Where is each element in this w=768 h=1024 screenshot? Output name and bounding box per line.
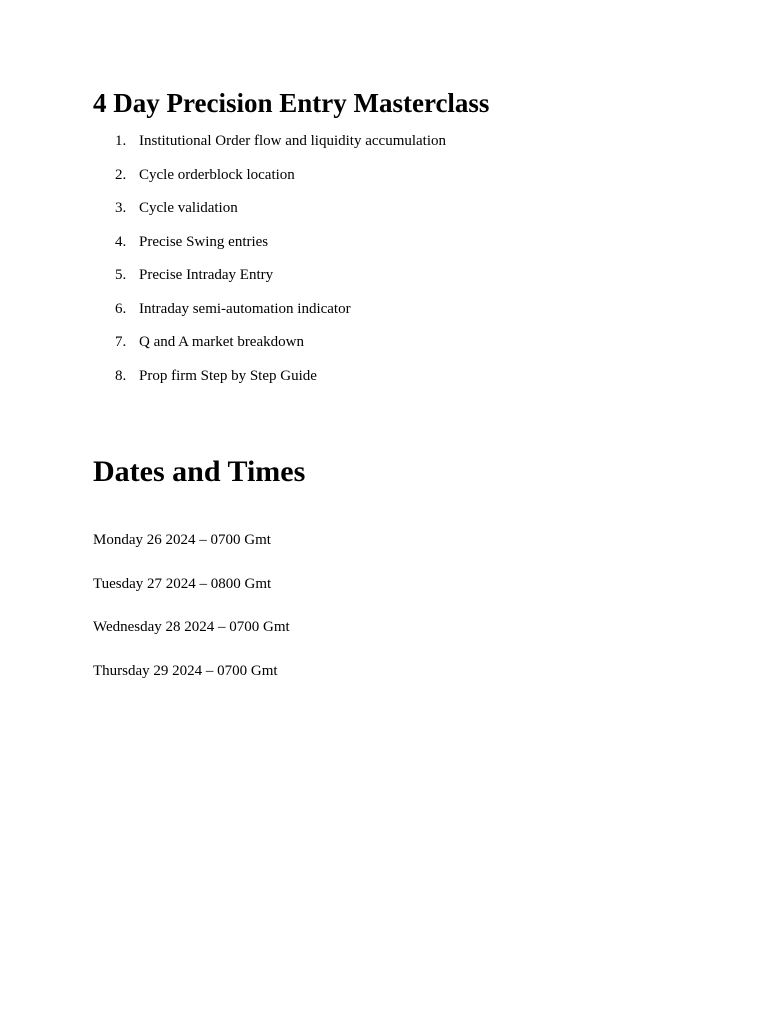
dates-list xyxy=(93,529,290,703)
date-entry: Tuesday 27 2024 – 0800 Gmt xyxy=(93,575,272,592)
list-item-text: Prop firm Step by Step Guide xyxy=(139,367,317,384)
date-entry: Monday 26 2024 – 0700 Gmt xyxy=(93,532,271,548)
list-item-text: Intraday semi-automation indicator xyxy=(139,300,351,317)
date-entry: Wednesday 28 2024 – 0700 Gmt xyxy=(93,619,290,635)
list-item-text: Cycle orderblock location xyxy=(139,166,295,183)
list-item-number: 1. xyxy=(115,133,127,149)
dates-heading: Dates and Times xyxy=(93,455,306,488)
list-item-text: Institutional Order flow and liquidity accumulation xyxy=(139,133,447,149)
list-item-text: Precise Intraday Entry xyxy=(139,267,274,283)
list-item-number: 4. xyxy=(115,233,127,250)
list-item-number: 8. xyxy=(115,367,127,384)
list-item-number: 6. xyxy=(115,300,127,317)
list-item-number: 2. xyxy=(115,166,127,183)
list-item-text: Precise Swing entries xyxy=(139,233,269,250)
list-item-number: 7. xyxy=(115,334,127,350)
document-title: 4 Day Precision Entry Masterclass xyxy=(93,88,490,118)
list-item-number: 5. xyxy=(115,267,127,283)
date-entry: Thursday 29 2024 – 0700 Gmt xyxy=(93,662,278,679)
list-item-text: Q and A market breakdown xyxy=(139,334,304,350)
list-item-number: 3. xyxy=(115,200,127,216)
list-item-text: Cycle validation xyxy=(139,200,238,216)
